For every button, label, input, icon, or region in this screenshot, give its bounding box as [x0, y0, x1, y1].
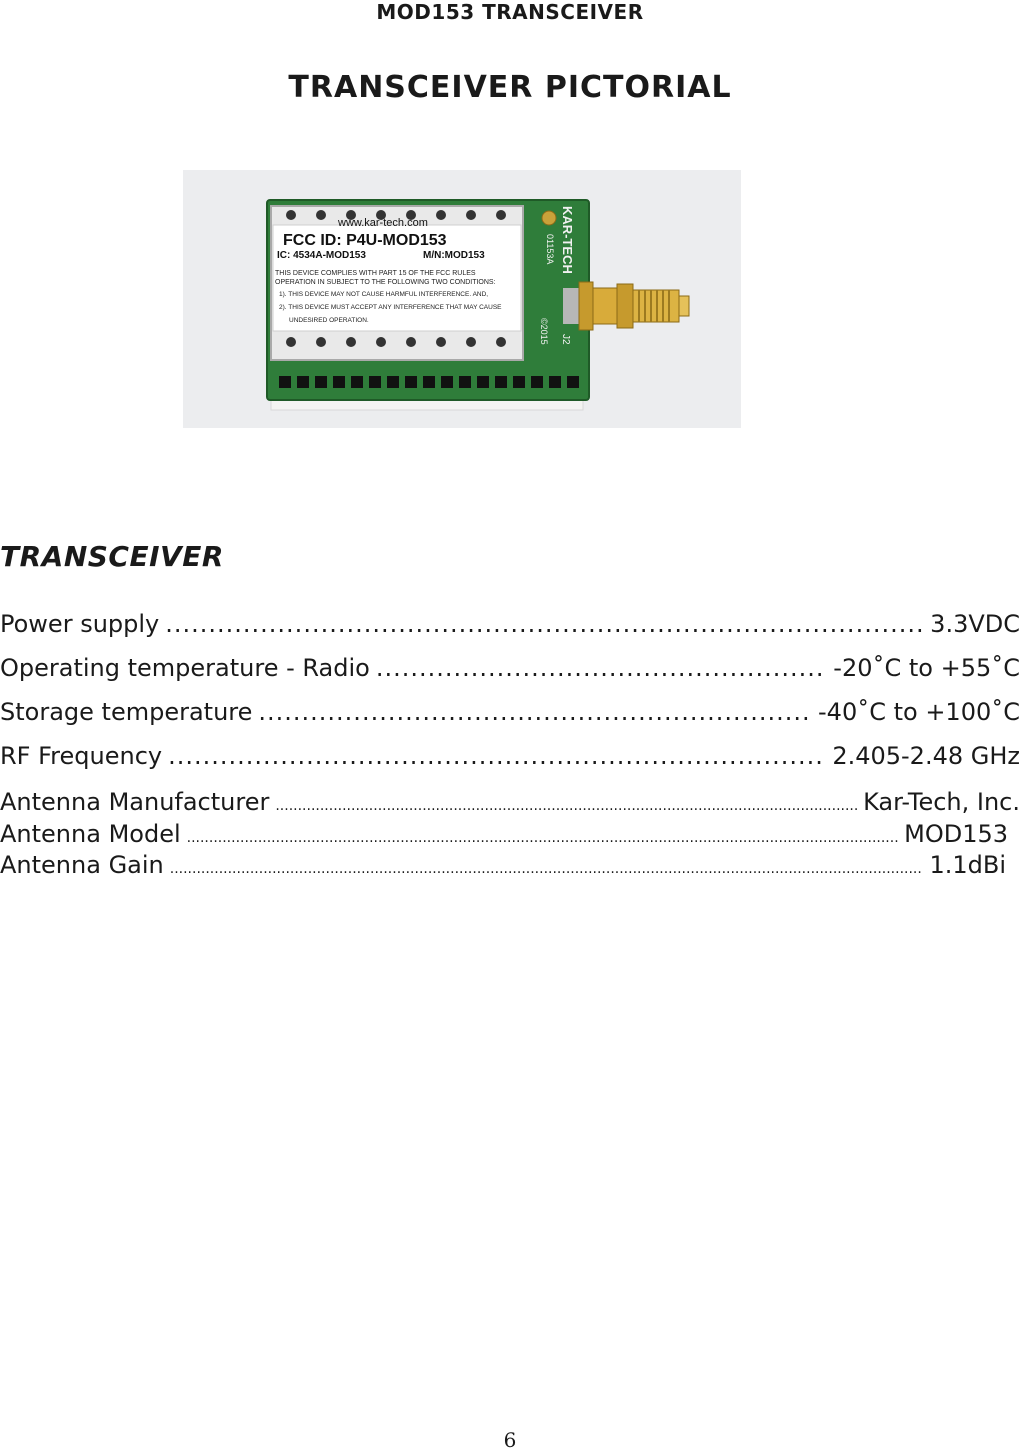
label-ic: IC: 4534A-MOD153 — [277, 250, 366, 261]
sma-connector — [563, 282, 689, 330]
label-compliance-line: 2). THIS DEVICE MUST ACCEPT ANY INTERFERENCE THAT MAY CAUSE — [279, 304, 502, 311]
spec-value: Kar-Tech, Inc. — [863, 788, 1020, 816]
spec-value: 2.405-2.48 GHz — [832, 742, 1020, 770]
spec-label: Operating temperature - Radio — [0, 654, 370, 682]
spec-label: Antenna Gain — [0, 851, 164, 879]
pin-header — [279, 376, 579, 388]
spec-label: Antenna Manufacturer — [0, 788, 270, 816]
spec-label: Storage temperature — [0, 698, 253, 726]
dot-leader — [187, 830, 898, 846]
dot-leader — [258, 698, 812, 726]
spec-row-antenna-model — [0, 820, 1008, 848]
dot-leader — [376, 654, 827, 682]
dot-leader — [165, 610, 924, 638]
spec-row-operating-temperature — [0, 654, 1020, 682]
spec-row-power-supply — [0, 610, 1020, 638]
spec-value: -20˚C to +55˚C — [833, 654, 1020, 682]
page-title: TRANSCEIVER PICTORIAL — [288, 70, 732, 105]
document-header: MOD153 TRANSCEIVER — [376, 0, 644, 24]
label-fcc-id: FCC ID: P4U-MOD153 — [283, 232, 447, 249]
dot-leader — [275, 798, 857, 814]
spec-value: 1.1dBi — [929, 851, 1006, 879]
page-number: 6 — [503, 1428, 517, 1452]
label-compliance-line: OPERATION IN SUBJECT TO THE FOLLOWING TWO CONDITIONS: — [275, 279, 496, 286]
transceiver-photo — [183, 170, 741, 428]
spec-value: -40˚C to +100˚C — [818, 698, 1020, 726]
board-brand: KAR-TECH — [560, 206, 575, 274]
section-title: TRANSCEIVER — [0, 540, 224, 573]
label-compliance-line: UNDESIRED OPERATION. — [289, 317, 369, 324]
label-website: www.kar-tech.com — [338, 217, 428, 229]
board-year: ©2015 — [539, 318, 549, 345]
spec-label: Antenna Model — [0, 820, 181, 848]
dot-leader — [170, 861, 924, 877]
spec-row-rf-frequency — [0, 742, 1020, 770]
label-compliance-line: 1). THIS DEVICE MAY NOT CAUSE HARMFUL INTERFERENCE. AND, — [279, 291, 489, 298]
spec-label: RF Frequency — [0, 742, 163, 770]
spec-row-storage-temperature — [0, 698, 1020, 726]
label-model: M/N:MOD153 — [423, 250, 485, 261]
spec-label: Power supply — [0, 610, 160, 638]
board-ref: J2 — [560, 334, 571, 345]
dot-leader — [168, 742, 826, 770]
spec-row-antenna-manufacturer — [0, 788, 1020, 816]
label-compliance-line: THIS DEVICE COMPLIES WITH PART 15 OF THE FCC RULES — [275, 270, 476, 277]
spec-value: MOD153 — [904, 820, 1008, 848]
spec-row-antenna-gain — [0, 851, 1006, 879]
spec-value: 3.3VDC — [930, 610, 1020, 638]
board-code: 01153A — [545, 234, 555, 265]
